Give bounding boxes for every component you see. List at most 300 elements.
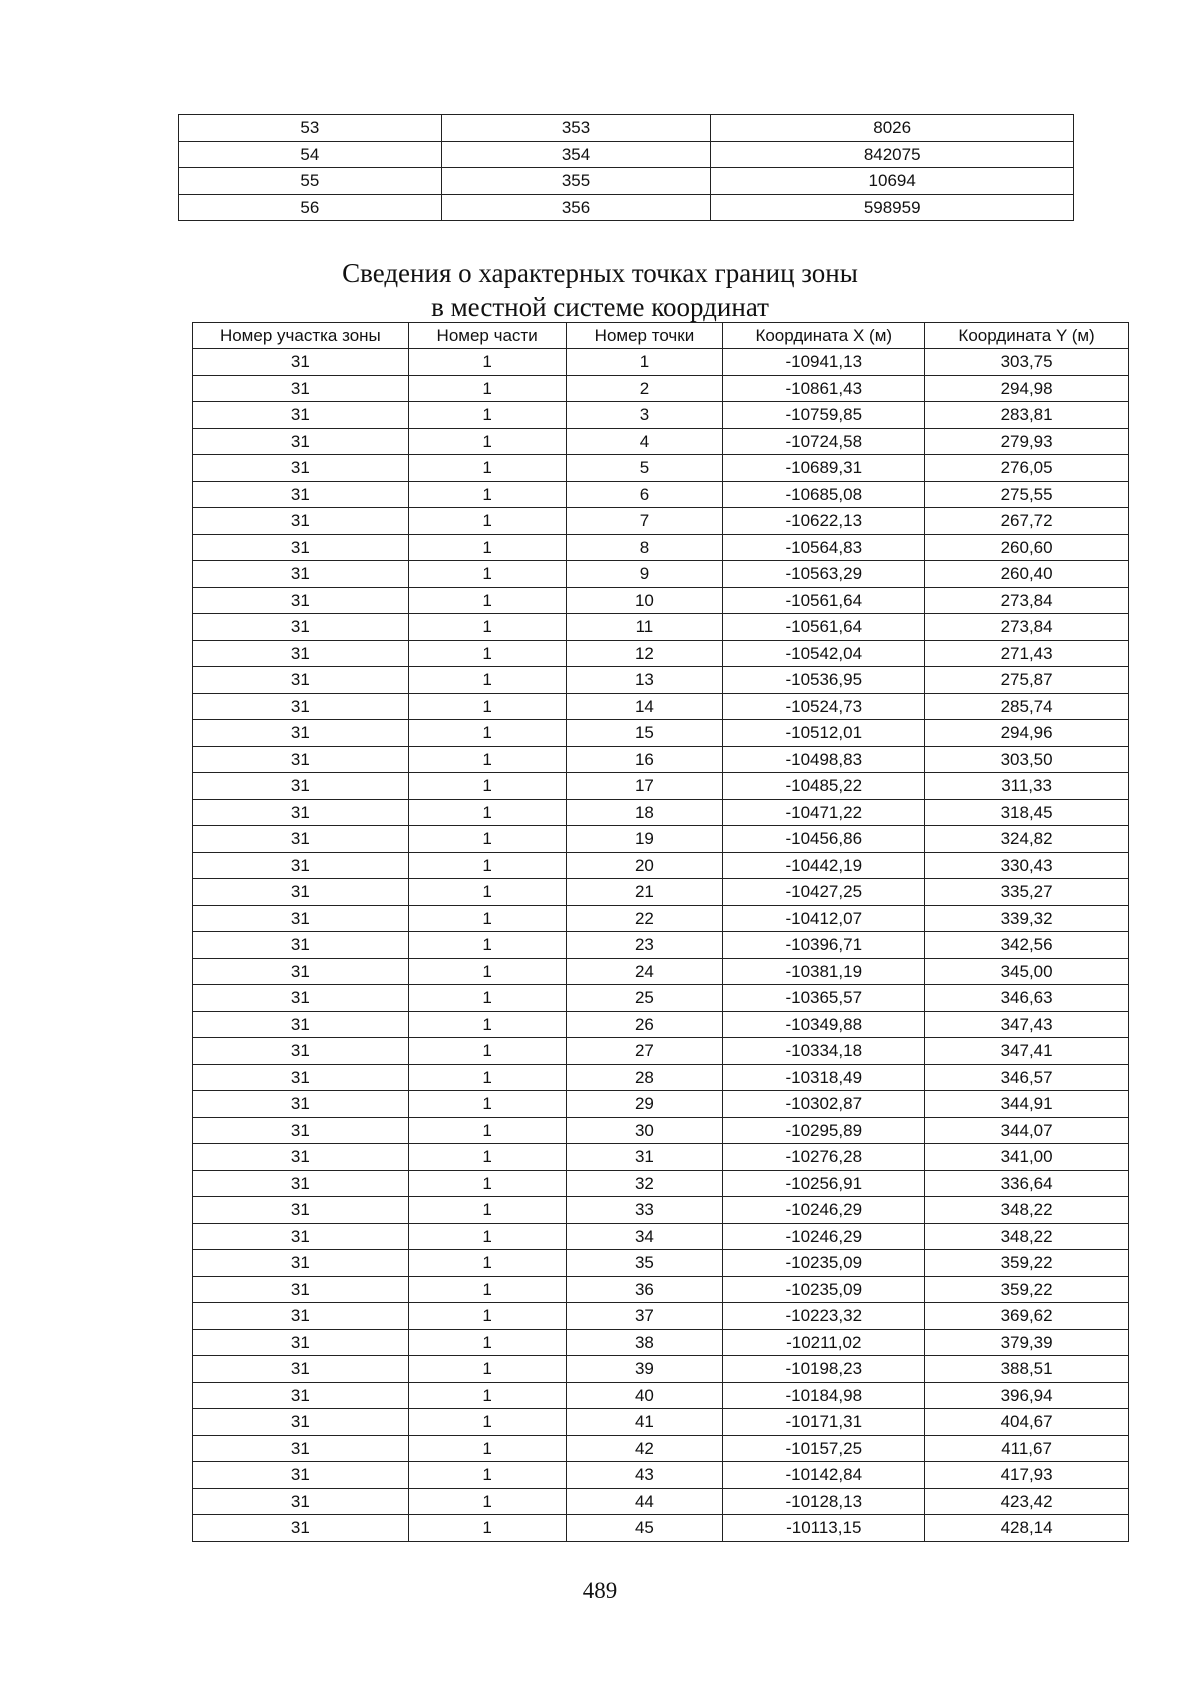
- coordinate-y-cell: 342,56: [925, 932, 1129, 959]
- coordinate-y-cell: 396,94: [925, 1382, 1129, 1409]
- table-row: [193, 1435, 1129, 1462]
- row-number-cell: 54: [179, 141, 442, 168]
- coordinate-y-cell: 388,51: [925, 1356, 1129, 1383]
- point-number-cell: 9: [566, 561, 723, 588]
- coordinate-x-cell: -10223,32: [723, 1303, 925, 1330]
- zone-area-cell: 31: [193, 508, 409, 535]
- point-number-cell: 34: [566, 1223, 723, 1250]
- table-row: [193, 1409, 1129, 1436]
- point-number-cell: 17: [566, 773, 723, 800]
- point-number-cell: 26: [566, 1011, 723, 1038]
- coordinate-y-cell: 346,63: [925, 985, 1129, 1012]
- zone-area-cell: 31: [193, 773, 409, 800]
- coordinate-y-cell: 271,43: [925, 640, 1129, 667]
- point-number-cell: 41: [566, 1409, 723, 1436]
- coordinate-y-cell: 335,27: [925, 879, 1129, 906]
- point-number-cell: 2: [566, 375, 723, 402]
- value-cell: 8026: [711, 115, 1074, 142]
- value-cell: 842075: [711, 141, 1074, 168]
- coordinate-y-cell: 303,50: [925, 746, 1129, 773]
- page-number: 489: [582, 1578, 618, 1603]
- coordinate-x-cell: -10724,58: [723, 428, 925, 455]
- coordinate-y-cell: 404,67: [925, 1409, 1129, 1436]
- coordinate-x-cell: -10622,13: [723, 508, 925, 535]
- coordinate-x-cell: -10256,91: [723, 1170, 925, 1197]
- table-row: [193, 640, 1129, 667]
- coordinate-x-cell: -10198,23: [723, 1356, 925, 1383]
- table-row: [193, 534, 1129, 561]
- part-number-cell: 1: [408, 1515, 566, 1542]
- zone-area-cell: 31: [193, 428, 409, 455]
- point-number-cell: 8: [566, 534, 723, 561]
- value-cell: 598959: [711, 194, 1074, 221]
- part-number-cell: 1: [408, 693, 566, 720]
- coordinate-y-cell: 324,82: [925, 826, 1129, 853]
- point-number-cell: 25: [566, 985, 723, 1012]
- zone-area-cell: 31: [193, 958, 409, 985]
- table-row: [193, 1329, 1129, 1356]
- table-row: [193, 958, 1129, 985]
- coordinate-x-cell: -10941,13: [723, 349, 925, 376]
- coordinate-x-cell: -10211,02: [723, 1329, 925, 1356]
- table-row: [193, 905, 1129, 932]
- table-row: [193, 428, 1129, 455]
- part-number-cell: 1: [408, 985, 566, 1012]
- table-row: [193, 746, 1129, 773]
- point-number-cell: 16: [566, 746, 723, 773]
- header-row: [193, 323, 1129, 349]
- point-number-cell: 38: [566, 1329, 723, 1356]
- coordinate-x-cell: -10246,29: [723, 1223, 925, 1250]
- table-row: [193, 799, 1129, 826]
- zone-area-cell: 31: [193, 1117, 409, 1144]
- part-number-cell: 1: [408, 958, 566, 985]
- part-number-cell: 1: [408, 375, 566, 402]
- part-number-cell: 1: [408, 561, 566, 588]
- table-row: [193, 1276, 1129, 1303]
- table-row: [193, 720, 1129, 747]
- table-row: [193, 561, 1129, 588]
- code-cell: 355: [441, 168, 711, 195]
- part-number-cell: 1: [408, 1038, 566, 1065]
- point-number-cell: 12: [566, 640, 723, 667]
- table-row: [193, 1144, 1129, 1171]
- coordinate-y-cell: 285,74: [925, 693, 1129, 720]
- coordinate-x-cell: -10759,85: [723, 402, 925, 429]
- point-number-cell: 18: [566, 799, 723, 826]
- coordinate-y-cell: 423,42: [925, 1488, 1129, 1515]
- value-cell: 10694: [711, 168, 1074, 195]
- point-number-cell: 6: [566, 481, 723, 508]
- coordinate-y-cell: 417,93: [925, 1462, 1129, 1489]
- zone-area-cell: 31: [193, 587, 409, 614]
- point-number-cell: 23: [566, 932, 723, 959]
- zone-area-cell: 31: [193, 1409, 409, 1436]
- point-number-cell: 29: [566, 1091, 723, 1118]
- coordinate-x-cell: -10861,43: [723, 375, 925, 402]
- coordinate-x-cell: -10427,25: [723, 879, 925, 906]
- zone-area-cell: 31: [193, 720, 409, 747]
- zone-area-cell: 31: [193, 1329, 409, 1356]
- part-number-cell: 1: [408, 349, 566, 376]
- zone-area-cell: 31: [193, 667, 409, 694]
- part-number-cell: 1: [408, 1117, 566, 1144]
- point-number-cell: 39: [566, 1356, 723, 1383]
- point-number-cell: 31: [566, 1144, 723, 1171]
- coordinate-y-cell: 276,05: [925, 455, 1129, 482]
- coordinate-x-cell: -10396,71: [723, 932, 925, 959]
- coordinate-y-cell: 273,84: [925, 614, 1129, 641]
- coordinate-x-cell: -10113,15: [723, 1515, 925, 1542]
- coordinate-y-cell: 339,32: [925, 905, 1129, 932]
- zone-area-cell: 31: [193, 746, 409, 773]
- point-number-cell: 22: [566, 905, 723, 932]
- table-row: [193, 1170, 1129, 1197]
- table-row: [193, 375, 1129, 402]
- coordinate-y-cell: 260,60: [925, 534, 1129, 561]
- coordinate-y-cell: 344,91: [925, 1091, 1129, 1118]
- coordinates-table-body: [193, 349, 1129, 1542]
- coordinate-y-cell: 369,62: [925, 1303, 1129, 1330]
- point-number-cell: 1: [566, 349, 723, 376]
- zone-area-cell: 31: [193, 481, 409, 508]
- zone-area-cell: 31: [193, 1382, 409, 1409]
- row-number-cell: 56: [179, 194, 442, 221]
- coordinate-y-cell: 344,07: [925, 1117, 1129, 1144]
- part-number-cell: 1: [408, 1303, 566, 1330]
- table-row: [193, 693, 1129, 720]
- header-point-number: Номер точки: [566, 323, 723, 349]
- part-number-cell: 1: [408, 773, 566, 800]
- zone-area-cell: 31: [193, 561, 409, 588]
- coordinate-y-cell: 346,57: [925, 1064, 1129, 1091]
- table-row: [193, 1462, 1129, 1489]
- zone-area-cell: 31: [193, 1303, 409, 1330]
- part-number-cell: 1: [408, 932, 566, 959]
- zone-area-cell: 31: [193, 1170, 409, 1197]
- part-number-cell: 1: [408, 1091, 566, 1118]
- table-row: [193, 1488, 1129, 1515]
- table-row: [193, 826, 1129, 853]
- coordinate-x-cell: -10381,19: [723, 958, 925, 985]
- point-number-cell: 10: [566, 587, 723, 614]
- coordinate-x-cell: -10171,31: [723, 1409, 925, 1436]
- continuation-table: [178, 114, 1074, 221]
- section-heading: [0, 256, 1200, 324]
- coordinate-y-cell: 267,72: [925, 508, 1129, 535]
- table-row: [193, 1197, 1129, 1224]
- zone-area-cell: 31: [193, 1091, 409, 1118]
- point-number-cell: 5: [566, 455, 723, 482]
- coordinate-y-cell: 348,22: [925, 1197, 1129, 1224]
- part-number-cell: 1: [408, 667, 566, 694]
- zone-area-cell: 31: [193, 693, 409, 720]
- point-number-cell: 15: [566, 720, 723, 747]
- part-number-cell: 1: [408, 587, 566, 614]
- table-row: [193, 1303, 1129, 1330]
- part-number-cell: 1: [408, 1197, 566, 1224]
- point-number-cell: 43: [566, 1462, 723, 1489]
- part-number-cell: 1: [408, 1064, 566, 1091]
- coordinate-x-cell: -10184,98: [723, 1382, 925, 1409]
- zone-area-cell: 31: [193, 375, 409, 402]
- table-row: [193, 1064, 1129, 1091]
- part-number-cell: 1: [408, 1170, 566, 1197]
- header-zone-area-number: Номер участка зоны: [193, 323, 409, 349]
- coordinate-y-cell: 294,98: [925, 375, 1129, 402]
- part-number-cell: 1: [408, 1250, 566, 1277]
- part-number-cell: 1: [408, 1329, 566, 1356]
- coordinate-x-cell: -10235,09: [723, 1276, 925, 1303]
- table-row: [193, 402, 1129, 429]
- zone-area-cell: 31: [193, 1488, 409, 1515]
- table-row: [193, 1091, 1129, 1118]
- table-row: [193, 614, 1129, 641]
- zone-area-cell: 31: [193, 455, 409, 482]
- coordinate-x-cell: -10456,86: [723, 826, 925, 853]
- part-number-cell: 1: [408, 481, 566, 508]
- header-coordinate-y: Координата Y (м): [925, 323, 1129, 349]
- coordinate-x-cell: -10246,29: [723, 1197, 925, 1224]
- zone-area-cell: 31: [193, 1223, 409, 1250]
- zone-area-cell: 31: [193, 932, 409, 959]
- coordinate-x-cell: -10524,73: [723, 693, 925, 720]
- coordinate-y-cell: 330,43: [925, 852, 1129, 879]
- coordinate-x-cell: -10471,22: [723, 799, 925, 826]
- coordinate-y-cell: 345,00: [925, 958, 1129, 985]
- part-number-cell: 1: [408, 1382, 566, 1409]
- coordinate-x-cell: -10564,83: [723, 534, 925, 561]
- point-number-cell: 19: [566, 826, 723, 853]
- code-cell: 354: [441, 141, 711, 168]
- point-number-cell: 24: [566, 958, 723, 985]
- coordinate-x-cell: -10542,04: [723, 640, 925, 667]
- coordinate-y-cell: 379,39: [925, 1329, 1129, 1356]
- point-number-cell: 11: [566, 614, 723, 641]
- part-number-cell: 1: [408, 852, 566, 879]
- table-row: [193, 932, 1129, 959]
- point-number-cell: 14: [566, 693, 723, 720]
- continuation-table-body: [179, 115, 1074, 221]
- zone-area-cell: 31: [193, 1197, 409, 1224]
- coordinate-x-cell: -10689,31: [723, 455, 925, 482]
- coordinate-x-cell: -10128,13: [723, 1488, 925, 1515]
- coordinate-x-cell: -10561,64: [723, 614, 925, 641]
- zone-area-cell: 31: [193, 349, 409, 376]
- zone-area-cell: 31: [193, 1038, 409, 1065]
- zone-area-cell: 31: [193, 826, 409, 853]
- point-number-cell: 21: [566, 879, 723, 906]
- part-number-cell: 1: [408, 1356, 566, 1383]
- coordinate-y-cell: 347,43: [925, 1011, 1129, 1038]
- table-row: [193, 455, 1129, 482]
- coordinate-x-cell: -10295,89: [723, 1117, 925, 1144]
- zone-area-cell: 31: [193, 985, 409, 1012]
- zone-area-cell: 31: [193, 799, 409, 826]
- point-number-cell: 35: [566, 1250, 723, 1277]
- coordinate-y-cell: 318,45: [925, 799, 1129, 826]
- part-number-cell: 1: [408, 1409, 566, 1436]
- coordinate-y-cell: 336,64: [925, 1170, 1129, 1197]
- table-row: [193, 773, 1129, 800]
- zone-area-cell: 31: [193, 852, 409, 879]
- table-row: [179, 168, 1074, 195]
- table-row: [193, 1011, 1129, 1038]
- zone-area-cell: 31: [193, 1250, 409, 1277]
- part-number-cell: 1: [408, 1488, 566, 1515]
- point-number-cell: 13: [566, 667, 723, 694]
- point-number-cell: 28: [566, 1064, 723, 1091]
- part-number-cell: 1: [408, 1435, 566, 1462]
- coordinate-x-cell: -10157,25: [723, 1435, 925, 1462]
- table-row: [193, 481, 1129, 508]
- point-number-cell: 3: [566, 402, 723, 429]
- table-row: [193, 667, 1129, 694]
- point-number-cell: 7: [566, 508, 723, 535]
- part-number-cell: 1: [408, 1276, 566, 1303]
- table-row: [193, 587, 1129, 614]
- part-number-cell: 1: [408, 428, 566, 455]
- coordinate-x-cell: -10318,49: [723, 1064, 925, 1091]
- zone-area-cell: 31: [193, 905, 409, 932]
- table-row: [179, 115, 1074, 142]
- point-number-cell: 27: [566, 1038, 723, 1065]
- coordinates-table: [192, 322, 1129, 1542]
- coordinate-y-cell: 303,75: [925, 349, 1129, 376]
- zone-area-cell: 31: [193, 1515, 409, 1542]
- table-row: [193, 508, 1129, 535]
- code-cell: 353: [441, 115, 711, 142]
- coordinate-y-cell: 273,84: [925, 587, 1129, 614]
- coordinate-y-cell: 359,22: [925, 1250, 1129, 1277]
- part-number-cell: 1: [408, 826, 566, 853]
- zone-area-cell: 31: [193, 1064, 409, 1091]
- table-row: [193, 879, 1129, 906]
- part-number-cell: 1: [408, 1462, 566, 1489]
- coordinate-y-cell: 411,67: [925, 1435, 1129, 1462]
- zone-area-cell: 31: [193, 534, 409, 561]
- header-part-number: Номер части: [408, 323, 566, 349]
- row-number-cell: 55: [179, 168, 442, 195]
- zone-area-cell: 31: [193, 1144, 409, 1171]
- part-number-cell: 1: [408, 905, 566, 932]
- zone-area-cell: 31: [193, 1011, 409, 1038]
- coordinate-y-cell: 275,87: [925, 667, 1129, 694]
- coordinate-x-cell: -10498,83: [723, 746, 925, 773]
- part-number-cell: 1: [408, 455, 566, 482]
- coordinate-x-cell: -10349,88: [723, 1011, 925, 1038]
- coordinate-x-cell: -10536,95: [723, 667, 925, 694]
- zone-area-cell: 31: [193, 1435, 409, 1462]
- part-number-cell: 1: [408, 879, 566, 906]
- zone-area-cell: 31: [193, 1276, 409, 1303]
- coordinate-y-cell: 294,96: [925, 720, 1129, 747]
- code-cell: 356: [441, 194, 711, 221]
- point-number-cell: 45: [566, 1515, 723, 1542]
- row-number-cell: 53: [179, 115, 442, 142]
- table-row: [179, 194, 1074, 221]
- table-row: [193, 349, 1129, 376]
- table-row: [179, 141, 1074, 168]
- table-row: [193, 1038, 1129, 1065]
- part-number-cell: 1: [408, 1223, 566, 1250]
- coordinate-x-cell: -10235,09: [723, 1250, 925, 1277]
- part-number-cell: 1: [408, 799, 566, 826]
- coordinate-y-cell: 283,81: [925, 402, 1129, 429]
- coordinate-x-cell: -10561,64: [723, 587, 925, 614]
- coordinate-x-cell: -10302,87: [723, 1091, 925, 1118]
- zone-area-cell: 31: [193, 640, 409, 667]
- part-number-cell: 1: [408, 614, 566, 641]
- zone-area-cell: 31: [193, 1356, 409, 1383]
- coordinate-x-cell: -10512,01: [723, 720, 925, 747]
- heading-line-1: Сведения о характерных точках границ зоны: [342, 258, 858, 288]
- coordinates-table-header: [193, 323, 1129, 349]
- zone-area-cell: 31: [193, 614, 409, 641]
- coordinate-x-cell: -10563,29: [723, 561, 925, 588]
- point-number-cell: 36: [566, 1276, 723, 1303]
- coordinate-y-cell: 359,22: [925, 1276, 1129, 1303]
- part-number-cell: 1: [408, 746, 566, 773]
- point-number-cell: 44: [566, 1488, 723, 1515]
- point-number-cell: 30: [566, 1117, 723, 1144]
- coordinate-y-cell: 347,41: [925, 1038, 1129, 1065]
- zone-area-cell: 31: [193, 879, 409, 906]
- part-number-cell: 1: [408, 402, 566, 429]
- table-row: [193, 1250, 1129, 1277]
- table-row: [193, 852, 1129, 879]
- coordinate-x-cell: -10276,28: [723, 1144, 925, 1171]
- coordinate-y-cell: 260,40: [925, 561, 1129, 588]
- table-row: [193, 1356, 1129, 1383]
- zone-area-cell: 31: [193, 1462, 409, 1489]
- point-number-cell: 37: [566, 1303, 723, 1330]
- table-row: [193, 1515, 1129, 1542]
- coordinate-x-cell: -10365,57: [723, 985, 925, 1012]
- point-number-cell: 33: [566, 1197, 723, 1224]
- point-number-cell: 4: [566, 428, 723, 455]
- coordinate-x-cell: -10142,84: [723, 1462, 925, 1489]
- coordinate-y-cell: 428,14: [925, 1515, 1129, 1542]
- coordinate-x-cell: -10412,07: [723, 905, 925, 932]
- point-number-cell: 42: [566, 1435, 723, 1462]
- point-number-cell: 32: [566, 1170, 723, 1197]
- table-row: [193, 985, 1129, 1012]
- part-number-cell: 1: [408, 1011, 566, 1038]
- table-row: [193, 1223, 1129, 1250]
- point-number-cell: 20: [566, 852, 723, 879]
- zone-area-cell: 31: [193, 402, 409, 429]
- coordinate-y-cell: 341,00: [925, 1144, 1129, 1171]
- part-number-cell: 1: [408, 1144, 566, 1171]
- coordinate-x-cell: -10442,19: [723, 852, 925, 879]
- coordinate-x-cell: -10685,08: [723, 481, 925, 508]
- part-number-cell: 1: [408, 640, 566, 667]
- part-number-cell: 1: [408, 534, 566, 561]
- part-number-cell: 1: [408, 508, 566, 535]
- heading-line-2: в местной системе координат: [431, 292, 769, 322]
- header-coordinate-x: Координата X (м): [723, 323, 925, 349]
- part-number-cell: 1: [408, 720, 566, 747]
- coordinate-y-cell: 275,55: [925, 481, 1129, 508]
- coordinate-y-cell: 348,22: [925, 1223, 1129, 1250]
- table-row: [193, 1117, 1129, 1144]
- table-row: [193, 1382, 1129, 1409]
- coordinate-y-cell: 279,93: [925, 428, 1129, 455]
- point-number-cell: 40: [566, 1382, 723, 1409]
- coordinate-x-cell: -10485,22: [723, 773, 925, 800]
- coordinate-x-cell: -10334,18: [723, 1038, 925, 1065]
